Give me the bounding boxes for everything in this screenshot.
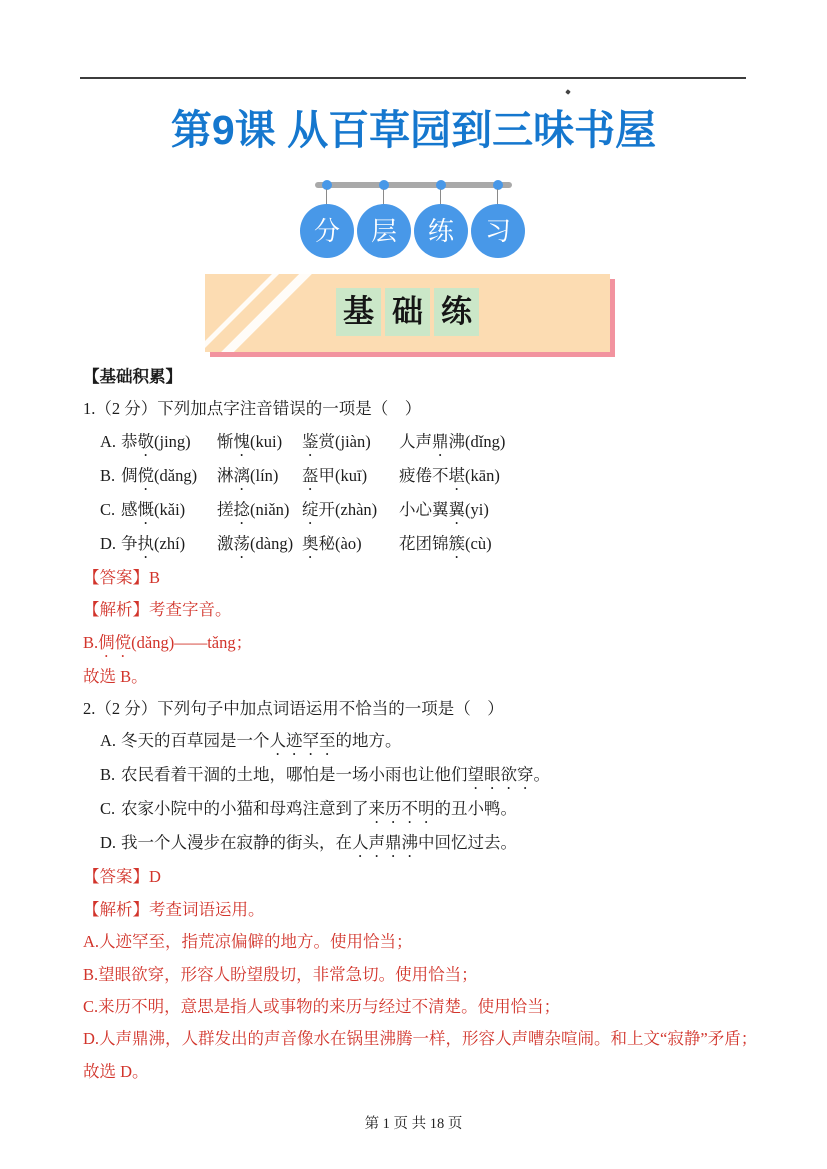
analysis-line: [83, 594, 763, 626]
question-2-answer: 【答案】D: [83, 867, 161, 887]
text-run: 赏(jiàn): [318, 431, 371, 451]
option-item: [121, 426, 217, 460]
analysis-line: [83, 894, 763, 926]
emphasized-chars: 愧: [233, 431, 250, 451]
text-run: 我一个人漫步在寂静的街头，在: [121, 833, 352, 853]
banner-tile: 基: [336, 288, 381, 336]
option-item: [217, 528, 302, 562]
emphasized-chars: 荡: [233, 533, 250, 553]
text-run: 【解析】考查字音。: [83, 600, 232, 620]
option-row: [83, 528, 763, 562]
text-run: 小心翼: [399, 499, 449, 519]
text-run: (zhí): [154, 533, 186, 553]
emphasized-chars: 盔: [302, 465, 319, 485]
step-connector: [383, 189, 384, 205]
emphasized-chars: 来历不明: [368, 799, 435, 819]
option-label: A.: [100, 731, 117, 751]
step-dot: [379, 180, 389, 190]
text-run: 搓: [217, 499, 234, 519]
analysis-line: [83, 1056, 763, 1088]
text-run: (niǎn): [250, 499, 290, 519]
analysis-line: [83, 991, 763, 1023]
emphasized-chars: 人声鼎沸: [352, 833, 418, 853]
option-label: B.: [100, 765, 116, 785]
option-item: [399, 494, 489, 528]
banner-tile: 练: [434, 288, 479, 336]
option-item: [121, 494, 217, 528]
emphasized-chars: 堪: [448, 465, 465, 485]
text-run: D.人声鼎沸，人群发出的声音像水在锅里沸腾一样，形容人声嘈杂喧闹。和上文“寂静”矛盾；: [83, 1029, 758, 1049]
option-item: [399, 528, 492, 562]
text-run: 【解析】考查词语运用。: [83, 899, 265, 919]
text-run: 淋: [217, 465, 234, 485]
text-run: 的地方。: [335, 731, 402, 751]
question-1-options: [83, 426, 763, 562]
steps-decoration: [300, 181, 526, 259]
emphasized-chars: 漓: [233, 465, 250, 485]
step-group: [414, 181, 468, 259]
text-run: 恭: [121, 431, 138, 451]
text-run: 人声: [399, 431, 432, 451]
step-circle: 练: [414, 204, 468, 258]
option-item: [399, 426, 505, 460]
text-run: 疲倦不: [399, 465, 449, 485]
text-run: 故选 B。: [83, 666, 148, 686]
question-1-analysis: [83, 594, 763, 693]
text-run: 秘(ào): [318, 533, 362, 553]
text-run: 争: [121, 533, 138, 553]
analysis-line: [83, 959, 763, 991]
text-run: 的丑小鸭。: [434, 799, 517, 819]
question-2-options: [83, 725, 763, 861]
emphasized-chars: 簇: [448, 533, 465, 553]
text-run: (kān): [465, 465, 500, 485]
step-dot: [322, 180, 332, 190]
option-item: [302, 528, 399, 562]
question-1-stem: 1.（2 分）下列加点字注音错误的一项是（ ）: [83, 399, 422, 419]
text-run: 沸(dǐng): [448, 431, 506, 451]
option-item: [302, 460, 399, 494]
option-row: [83, 460, 763, 494]
text-run: (dǎng): [154, 465, 198, 485]
text-run: 倜: [121, 465, 138, 485]
step-dot: [436, 180, 446, 190]
text-run: (kǎi): [154, 499, 186, 519]
text-run: (dǎng)——tǎng；: [131, 632, 253, 652]
option-label: A.: [100, 431, 117, 451]
option-item: [399, 460, 500, 494]
emphasized-chars: 傥: [137, 465, 154, 485]
text-run: 中回忆过去。: [418, 833, 517, 853]
option-label: C.: [100, 799, 116, 819]
text-run: 甲(kuī): [318, 465, 368, 485]
step-group: [471, 181, 525, 259]
text-run: 花团锦: [399, 533, 449, 553]
option-item: [302, 426, 399, 460]
text-run: (yi): [465, 499, 489, 519]
step-group: [357, 181, 411, 259]
banner-tile: 础: [385, 288, 430, 336]
option-row: [83, 426, 763, 460]
stray-mark: [565, 89, 571, 95]
option-item: [121, 460, 217, 494]
top-rule-divider: [80, 77, 746, 79]
option-item: [302, 494, 399, 528]
option-label: B.: [100, 465, 116, 485]
section-heading: 【基础积累】: [83, 367, 182, 386]
step-circle: 习: [471, 204, 525, 258]
emphasized-chars: 人迹罕至: [269, 731, 336, 751]
document-body: [83, 361, 763, 1088]
text-run: (lín): [250, 465, 279, 485]
emphasized-chars: 绽: [302, 499, 319, 519]
option-item: [217, 494, 302, 528]
step-group: [300, 181, 354, 259]
analysis-line: [83, 661, 763, 693]
emphasized-chars: 翼: [448, 499, 465, 519]
emphasized-chars: 倜傥: [98, 632, 132, 652]
emphasized-chars: 捻: [233, 499, 250, 519]
question-1-answer: 【答案】B: [83, 567, 161, 587]
step-circle: 分: [300, 204, 354, 258]
analysis-line: [83, 926, 763, 958]
text-run: (cù): [465, 533, 492, 553]
question-2-analysis: [83, 894, 763, 1088]
step-dot: [493, 180, 503, 190]
emphasized-chars: 望眼欲穿: [467, 765, 534, 785]
emphasized-chars: 奥: [302, 533, 319, 553]
option-row: [83, 725, 763, 759]
option-item: [217, 426, 302, 460]
text-run: 惭: [217, 431, 234, 451]
step-connector: [326, 189, 327, 205]
question-2-stem: 2.（2 分）下列句子中加点词语运用不恰当的一项是（ ）: [83, 699, 504, 719]
option-label: D.: [100, 833, 117, 853]
step-connector: [497, 189, 498, 205]
page-title: 第9课 从百草园到三味书屋: [170, 107, 657, 153]
analysis-line: [83, 627, 763, 661]
option-label: C.: [100, 499, 116, 519]
text-run: (jing): [154, 431, 191, 451]
text-run: 开(zhàn): [318, 499, 378, 519]
text-run: 。: [533, 765, 550, 785]
text-run: C.来历不明，意思是指人或事物的来历与经过不清楚。使用恰当；: [83, 997, 561, 1017]
text-run: B.望眼欲穿，形容人盼望殷切，非常急切。使用恰当；: [83, 964, 478, 984]
option-row: [83, 793, 763, 827]
text-run: (dàng): [250, 533, 294, 553]
text-run: 农民看着干涸的土地，哪怕是一场小雨也让他们: [121, 765, 468, 785]
emphasized-chars: 执: [137, 533, 154, 553]
banner-tiles: [205, 288, 610, 336]
emphasized-chars: 鉴: [302, 431, 319, 451]
option-row: [83, 494, 763, 528]
emphasized-chars: 慨: [137, 499, 154, 519]
text-run: (kui): [250, 431, 283, 451]
text-run: 激: [217, 533, 234, 553]
text-run: B.: [83, 632, 99, 652]
text-run: A.人迹罕至，指荒凉偏僻的地方。使用恰当；: [83, 932, 413, 952]
step-circle: 层: [357, 204, 411, 258]
text-run: 故选 D。: [83, 1061, 149, 1081]
text-run: 冬天的百草园是一个: [121, 731, 270, 751]
option-item: [121, 528, 217, 562]
option-item: [217, 460, 302, 494]
option-row: [83, 759, 763, 793]
text-run: 感: [121, 499, 138, 519]
emphasized-chars: 鼎: [432, 431, 449, 451]
text-run: 农家小院中的小猫和母鸡注意到了: [121, 799, 369, 819]
basics-practice-banner: [205, 274, 610, 352]
step-connector: [440, 189, 441, 205]
option-label: D.: [100, 533, 117, 553]
page-footer: 第 1 页 共 18 页: [364, 1116, 463, 1132]
option-row: [83, 827, 763, 861]
analysis-line: [83, 1023, 763, 1055]
emphasized-chars: 敬: [137, 431, 154, 451]
